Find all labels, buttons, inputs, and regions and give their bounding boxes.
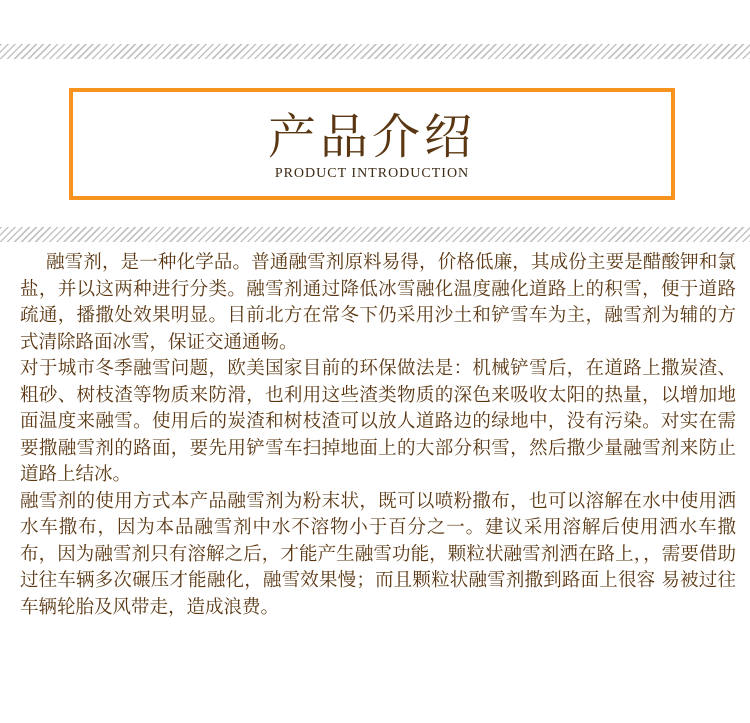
product-description xyxy=(20,250,736,621)
bottom-stripe-divider xyxy=(0,227,750,242)
paragraph-environmental-practice: 对于城市冬季融雪问题，欧美国家目前的环保做法是：机械铲雪后，在道路上撒炭渣、粗砂、树枝渣等物质来防滑，也利用这些渣类物质的深色来吸收太阳的热量，以增加地面温度来融雪。使用后的炭渣和树枝渣可以放人道路边的绿地中，没有污染。对实在需要撒融雪剂的路面，要先用铲雪车扫掉地面上的大部分积雪，然后撒少量融雪剂来防止道路上结冰。 xyxy=(20,358,736,485)
top-stripe-divider xyxy=(0,44,750,59)
paragraph-usage-method: 融雪剂的使用方式本产品融雪剂为粉末状，既可以喷粉撒布，也可以溶解在水中使用洒水车撒布，因为本品融雪剂中水不溶物小于百分之一。建议采用溶解后使用洒水车撒 布，因为融雪剂只有溶解之后，才能产生融雪功能，颗粒状融雪剂洒在路上，，需要借助过往车辆多次碾压才能融化，融雪效果慢；而且颗粒状融雪剂撒到路面上很容 易被过往车辆轮胎及风带走，造成浪费。 xyxy=(20,490,736,618)
page-subtitle: PRODUCT INTRODUCTION xyxy=(274,166,470,181)
title-box xyxy=(69,88,675,200)
paragraph-intro: 融雪剂，是一种化学品。普通融雪剂原料易得，价格低廉，其成份主要是醋酸钾和氯盐，并以这两种进行分类。融雪剂通过降低冰雪融化温度融化道路上的积雪，便于道路疏通，播撒处效果明显。目前北方在常冬下仍采用沙土和铲雪车为主，融雪剂为辅的方式清除路面冰雪，保证交通通畅。 xyxy=(20,252,736,353)
page-title: 产品介绍 xyxy=(267,109,476,165)
